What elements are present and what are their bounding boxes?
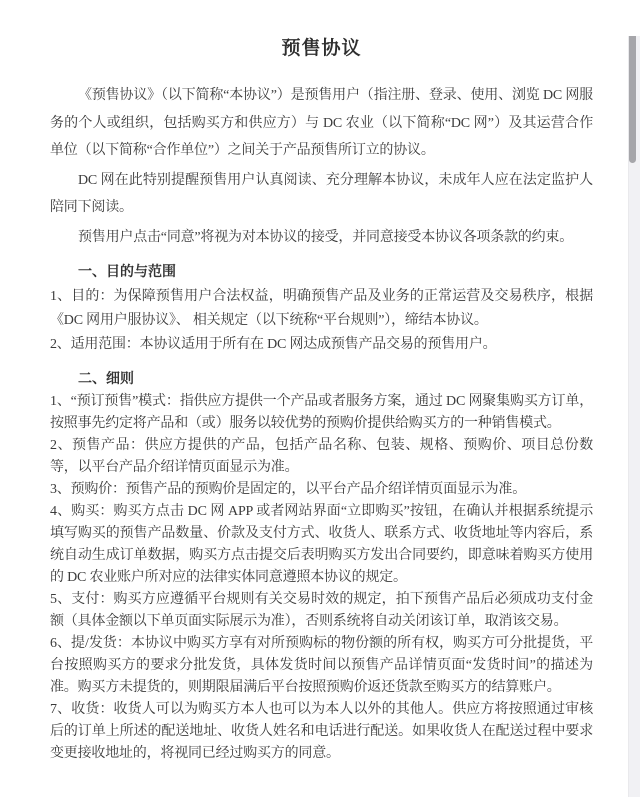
intro-paragraph: 《预售协议》（以下简称“本协议”）是预售用户（指注册、登录、使用、浏览 DC 网服务的个人或组织，包括购买方和供应方）与 DC 农业（以下简称“DC 网”）及其运营合作单位（以下简称“合作单位”）之间关于产品预售所订立的协议。: [50, 88, 593, 158]
clause-item: 3、预购价：预售产品的预购价是固定的，以平台产品介绍详情页面显示为准。: [50, 482, 526, 497]
scrollbar-track[interactable]: [628, 36, 640, 797]
section-heading: 二、细则: [78, 372, 134, 387]
intro-paragraph: 预售用户点击“同意”将视为对本协议的接受，并同意接受本协议各项条款的约束。: [78, 229, 574, 245]
clause-item: 4、购买：购买方点击 DC 网 APP 或者网站界面“立即购买”按钮，在确认并根据系统提示填写购买的预售产品数量、价款及支付方式、收货人、联系方式、收货地址等内容后，系统自动生成订单数据，购买方点击提交后表明购买方发出合同要约，即意味着购买方使用的 DC 农业账户所对应的法律实体同意遵照本协议的规定。: [50, 504, 593, 585]
scrollbar-thumb[interactable]: [629, 36, 636, 163]
clause-item: 1、目的：为保障预售用户合法权益，明确预售产品及业务的正常运营及交易秩序，根据《DC 网用户服协议》、 相关规定（以下统称“平台规则”），缔结本协议。: [50, 289, 593, 328]
clause-item: 2、适用范围：本协议适用于所有在 DC 网达成预售产品交易的预售用户。: [50, 337, 497, 352]
section-detailed-rules: [50, 369, 593, 765]
section-purpose-and-scope: [50, 261, 593, 357]
section-heading: 一、目的与范围: [78, 265, 176, 280]
clause-item: 1、“预订预售”模式：指供应方提供一个产品或者服务方案，通过 DC 网聚集购买方订单，按照事先约定将产品和（或）服务以较优势的预购价提供给购买方的一种销售模式。: [50, 394, 593, 431]
clause-item: 2、预售产品：供应方提供的产品，包括产品名称、包装、规格、预购价、项目总份数等，以平台产品介绍详情页面显示为准。: [50, 438, 593, 475]
agreement-document: [0, 36, 640, 765]
intro-paragraph: DC 网在此特别提醒预售用户认真阅读、充分理解本协议，未成年人应在法定监护人陪同下阅读。: [50, 172, 593, 215]
clause-item: 6、提/发货：本协议中购买方享有对所预购标的物份额的所有权，购买方可分批提货，平台按照购买方的要求分批发货，具体发货时间以预售产品详情页面“发货时间”的描述为准。购买方未提货的，则期限届满后平台按照预购价返还货款至购买方的结算账户。: [50, 636, 593, 695]
clause-item: 5、支付：购买方应遵循平台规则有关交易时效的规定，拍下预售产品后必须成功支付金额（具体金额以下单页面实际展示为准），否则系统将自动关闭该订单，取消该交易。: [50, 592, 593, 629]
intro-block: [50, 82, 593, 251]
clause-item: 7、收货：收货人可以为购买方本人也可以为本人以外的其他人。供应方将按照通过审核后的订单上所述的配送地址、收货人姓名和电话进行配送。如果收货人在配送过程中要求变更接收地址的，将视同已经过购买方的同意。: [50, 702, 593, 761]
document-title: 预售协议: [281, 38, 362, 59]
